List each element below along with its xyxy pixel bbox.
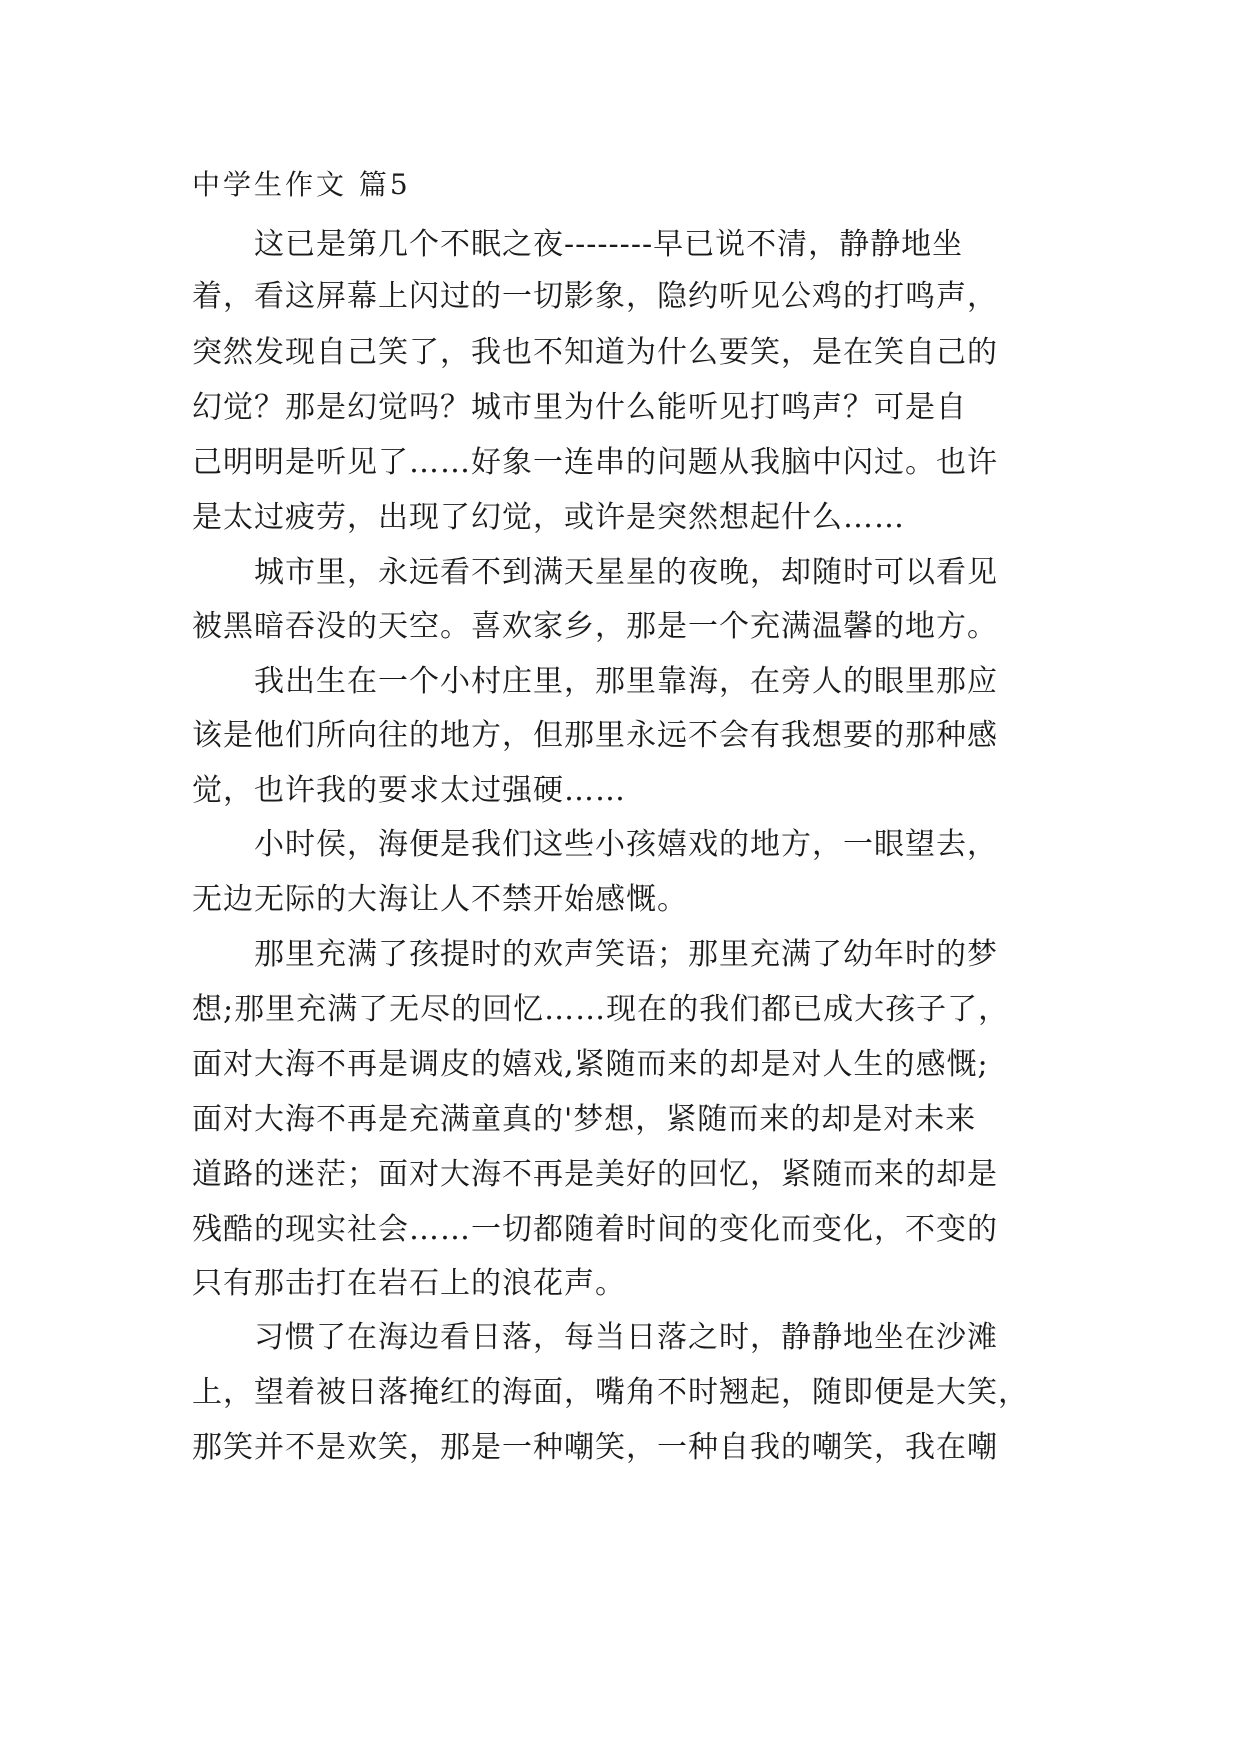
text-line: 我出生在一个小村庄里，那里靠海，在旁人的眼里那应	[192, 664, 998, 699]
text-line: 想;那里充满了无尽的回忆……现在的我们都已成大孩子了，	[192, 992, 1010, 1027]
text-line: 幻觉？那是幻觉吗？城市里为什么能听见打鸣声？可是自	[192, 390, 967, 425]
text-line: 只有那击打在岩石上的浪花声。	[192, 1266, 626, 1301]
text-line: 那里充满了孩提时的欢声笑语；那里充满了幼年时的梦	[192, 937, 998, 972]
text-line: 着，看这屏幕上闪过的一切影象，隐约听见公鸡的打鸣声，	[192, 279, 998, 314]
text-line: 突然发现自己笑了，我也不知道为什么要笑，是在笑自己的	[192, 335, 998, 370]
text-line: 无边无际的大海让人不禁开始感慨。	[192, 882, 688, 917]
text-line: 习惯了在海边看日落，每当日落之时，静静地坐在沙滩	[192, 1320, 998, 1355]
text-line: 面对大海不再是调皮的嬉戏,紧随而来的却是对人生的感慨;	[192, 1047, 989, 1082]
text-line: 觉，也许我的要求太过强硬……	[192, 773, 626, 808]
text-line: 是太过疲劳，出现了幻觉，或许是突然想起什么……	[192, 500, 905, 535]
text-line: 被黑暗吞没的天空。喜欢家乡，那是一个充满温馨的地方。	[192, 609, 998, 644]
text-line: 道路的迷茫；面对大海不再是美好的回忆，紧随而来的却是	[192, 1157, 998, 1192]
text-line: 小时侯，海便是我们这些小孩嬉戏的地方，一眼望去，	[192, 827, 998, 862]
text-line: 那笑并不是欢笑，那是一种嘲笑，一种自我的嘲笑，我在嘲	[192, 1430, 998, 1465]
text-line: 该是他们所向往的地方，但那里永远不会有我想要的那种感	[192, 718, 998, 753]
text-line: 面对大海不再是充满童真的'梦想，紧随而来的却是对未来	[192, 1102, 977, 1137]
text-line: 上，望着被日落掩红的海面，嘴角不时翘起，随即便是大笑，	[192, 1375, 1029, 1410]
text-line: 城市里，永远看不到满天星星的夜晚，却随时可以看见	[192, 555, 998, 590]
essay-heading: 中学生作文 篇5	[192, 168, 411, 201]
text-line: 这已是第几个不眠之夜--------早已说不清，静静地坐	[192, 227, 964, 262]
text-line: 残酷的现实社会……一切都随着时间的变化而变化，不变的	[192, 1212, 998, 1247]
text-line: 己明明是听见了……好象一连串的问题从我脑中闪过。也许	[192, 445, 998, 480]
